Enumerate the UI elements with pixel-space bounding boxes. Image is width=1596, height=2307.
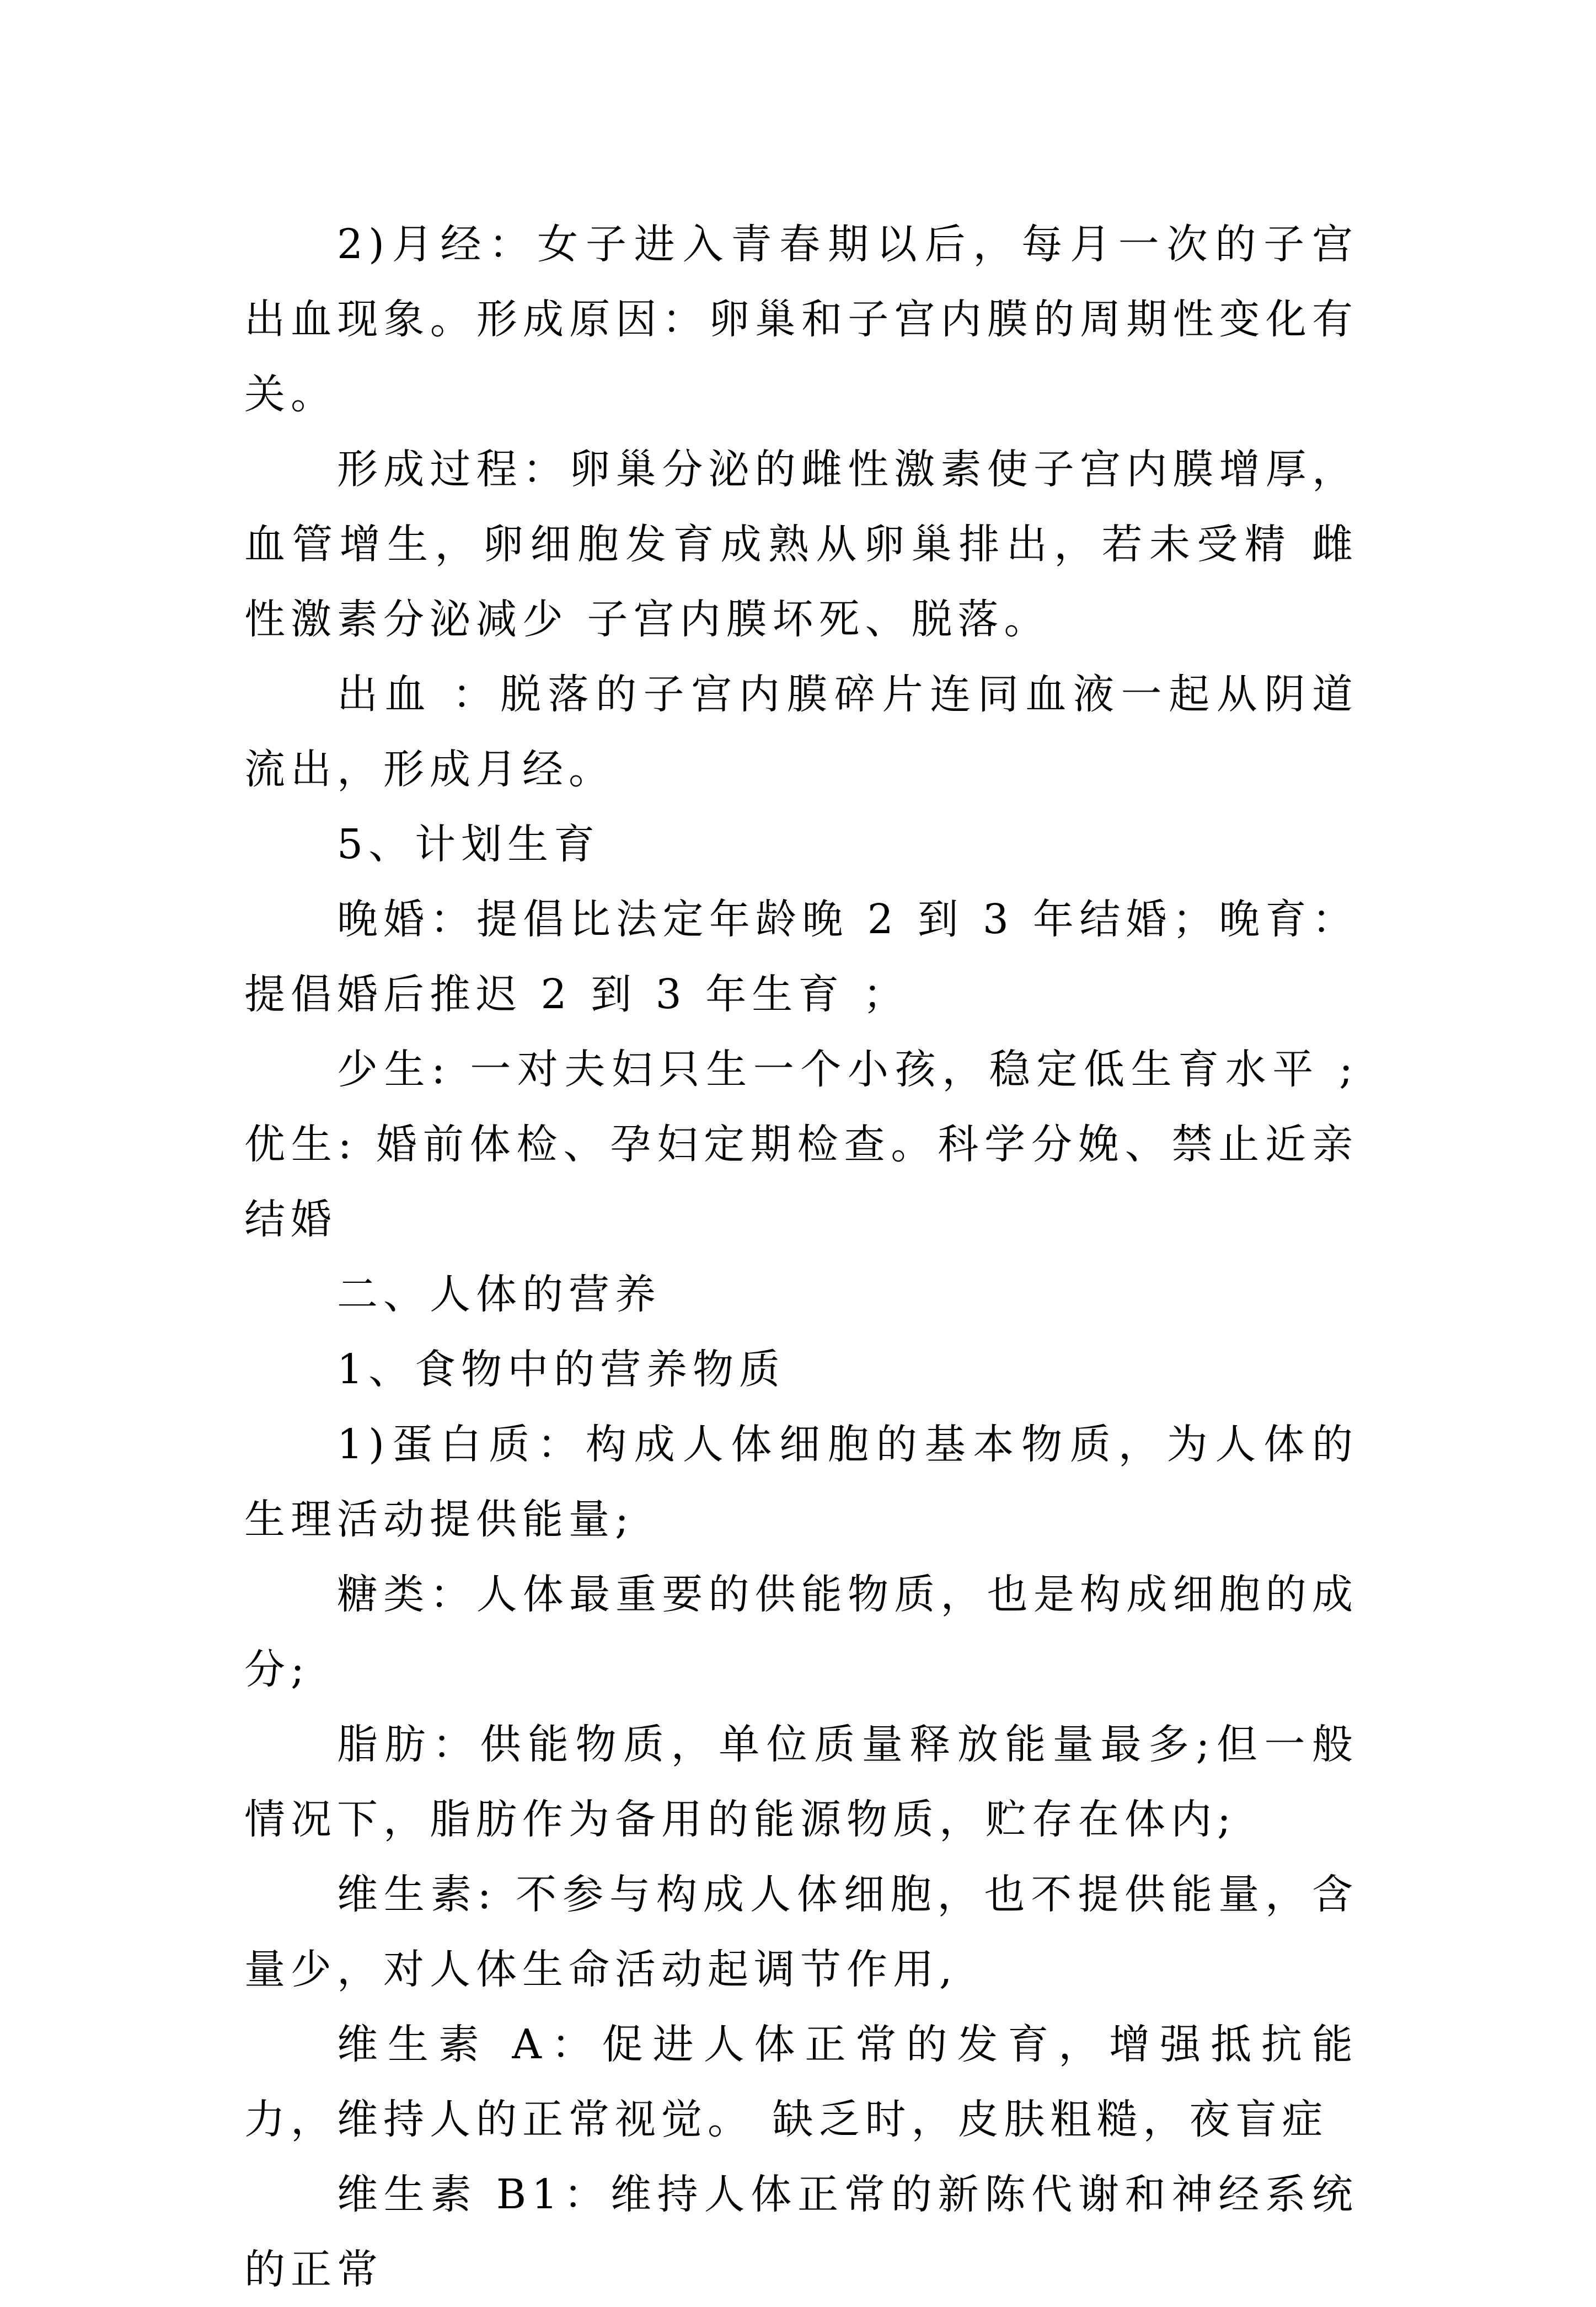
paragraph-protein: 1)蛋白质：构成人体细胞的基本物质，为人体的生理活动提供能量; <box>244 1421 1358 1543</box>
paragraph-vitamin-b1: 维生素 B1：维持人体正常的新陈代谢和神经系统的正常 <box>244 2171 1358 2293</box>
document-body <box>244 207 1358 2307</box>
heading-human-nutrition: 二、人体的营养 <box>337 1271 661 1318</box>
paragraph-carbohydrates: 糖类：人体最重要的供能物质，也是构成细胞的成分; <box>244 1571 1358 1693</box>
heading-nutrients-in-food: 1、食物中的营养物质 <box>337 1346 786 1393</box>
paragraph-vitamins: 维生素: 不参与构成人体细胞，也不提供能量，含量少，对人体生命活动起调节作用, <box>244 1871 1358 1993</box>
paragraph-formation-process: 形成过程：卵巢分泌的雌性激素使子宫内膜增厚，血管增生，卵细胞发育成熟从卵巢排出，若未受精 雌性激素分泌减少 子宫内膜坏死、脱落。 <box>244 446 1358 643</box>
heading-family-planning: 5、计划生育 <box>337 821 601 868</box>
paragraph-bleeding: 出血 ：脱落的子宫内膜碎片连同血液一起从阴道流出，形成月经。 <box>244 671 1358 793</box>
paragraph-fewer-births: 少生: 一对夫妇只生一个小孩，稳定低生育水平 ;优生: 婚前体检、孕妇定期检查。科学分娩、禁止近亲结婚 <box>244 1046 1358 1243</box>
paragraph-menstruation: 2)月经：女子进入青春期以后，每月一次的子宫出血现象。形成原因：卵巢和子宫内膜的周期性变化有关。 <box>244 221 1358 418</box>
paragraph-late-marriage: 晚婚：提倡比法定年龄晚 2 到 3 年结婚；晚育：提倡婚后推迟 2 到 3 年生育 ； <box>244 896 1358 1018</box>
paragraph-fat: 脂肪：供能物质，单位质量释放能量最多;但一般情况下，脂肪作为备用的能源物质，贮存在体内; <box>244 1721 1358 1843</box>
paragraph-vitamin-a: 维生素 A：促进人体正常的发育，增强抵抗能力，维持人的正常视觉。 缺乏时，皮肤粗糙，夜盲症 <box>244 2021 1358 2143</box>
